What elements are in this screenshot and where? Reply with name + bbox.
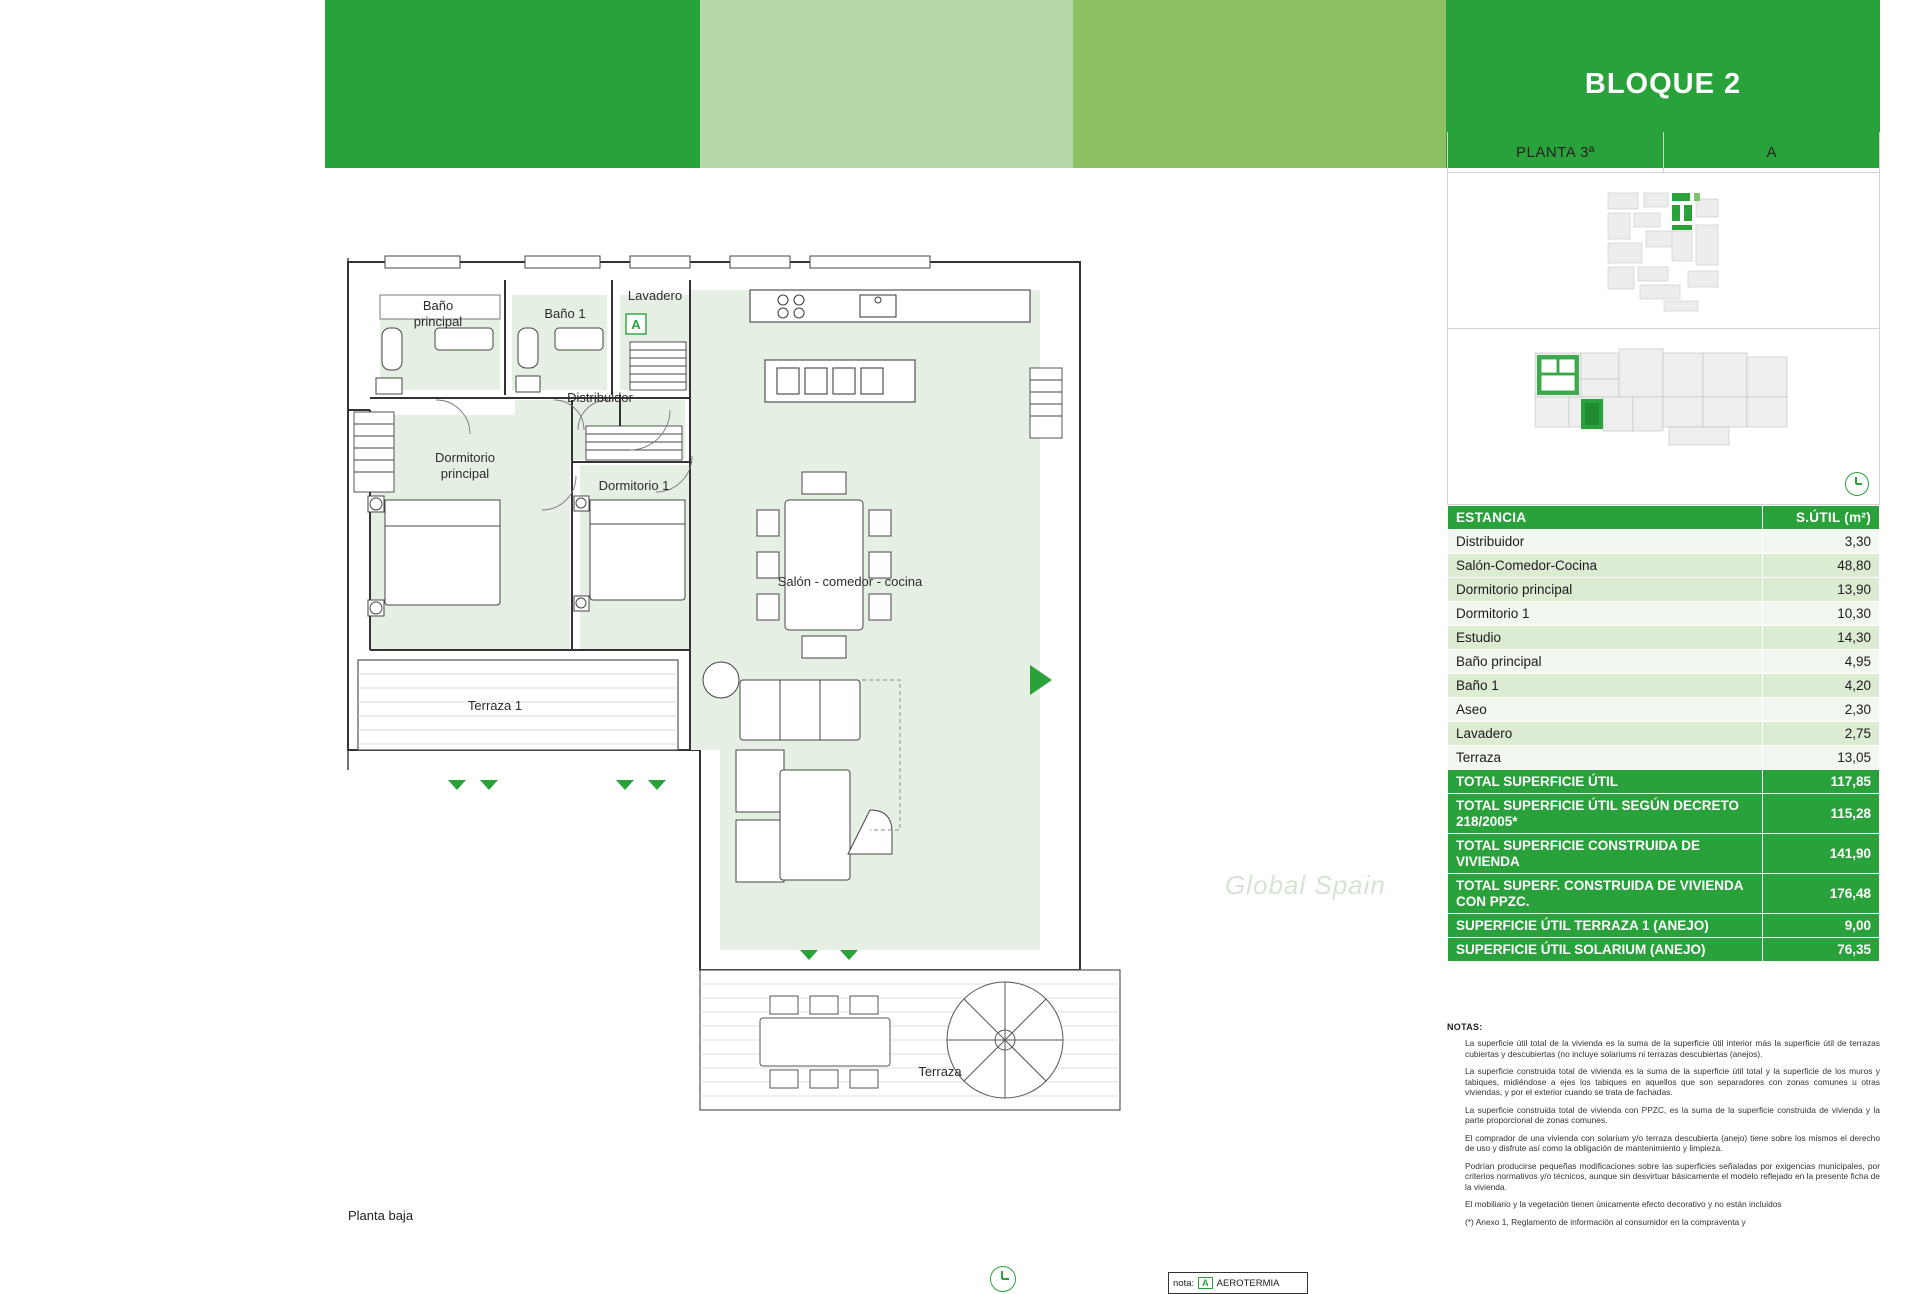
legend-aerotermia-text: AEROTERMIA	[1216, 1277, 1280, 1289]
unit-label: A	[1663, 132, 1879, 172]
room-name: Estudio	[1448, 626, 1763, 650]
room-name: Baño principal	[1448, 650, 1763, 674]
floor-keyplan-drawing	[1519, 339, 1809, 457]
info-column	[1447, 132, 1880, 962]
floor-plan-drawing	[340, 250, 1420, 1170]
total-value: 115,28	[1763, 794, 1880, 834]
total-label: TOTAL SUPERFICIE CONSTRUIDA DE VIVIENDA	[1448, 834, 1763, 874]
watermark: Global Spain	[1225, 870, 1386, 900]
room-name: Salón-Comedor-Cocina	[1448, 554, 1763, 578]
table-row	[1448, 722, 1880, 746]
col-area: S.ÚTIL (m²)	[1763, 506, 1880, 530]
total-label: SUPERFICIE ÚTIL SOLARIUM (ANEJO)	[1448, 938, 1763, 962]
total-value: 141,90	[1763, 834, 1880, 874]
banner-band-2	[700, 0, 1073, 168]
total-label: SUPERFICIE ÚTIL TERRAZA 1 (ANEJO)	[1448, 914, 1763, 938]
total-row	[1448, 874, 1880, 914]
note-item: (*) Anexo 1, Reglamento de información al consumidor en la compraventa y	[1465, 1216, 1746, 1227]
room-name: Dormitorio 1	[1448, 602, 1763, 626]
room-label-terraza: Terraza	[918, 1064, 962, 1079]
total-row	[1448, 770, 1880, 794]
table-row	[1448, 578, 1880, 602]
room-label-bano-1: Baño 1	[544, 306, 586, 321]
total-value: 9,00	[1763, 914, 1880, 938]
room-area: 4,95	[1763, 650, 1880, 674]
room-name: Lavadero	[1448, 722, 1763, 746]
table-row	[1448, 530, 1880, 554]
svg-text:A: A	[631, 317, 641, 332]
room-label-lavadero: Lavadero	[627, 288, 683, 303]
table-row	[1448, 746, 1880, 770]
total-row	[1448, 914, 1880, 938]
areas-table	[1447, 505, 1880, 962]
total-label: TOTAL SUPERFICIE ÚTIL SEGÚN DECRETO 218/2005*	[1448, 794, 1763, 834]
room-label-dormitorio-principal: Dormitorio	[435, 450, 495, 465]
room-area: 14,30	[1763, 626, 1880, 650]
table-row	[1448, 602, 1880, 626]
total-row	[1448, 834, 1880, 874]
notes-block	[1447, 1022, 1880, 1234]
total-label: TOTAL SUPERFICIE ÚTIL	[1448, 770, 1763, 794]
note-item: La superficie construida total de vivienda con PPZC, es la suma de la superficie construida de vivienda y la parte proporcional de zonas comunes.	[1465, 1104, 1880, 1126]
room-area: 48,80	[1763, 554, 1880, 578]
room-label-distribuidor: Distribuidor	[567, 390, 633, 405]
room-name: Aseo	[1448, 698, 1763, 722]
col-room: ESTANCIA	[1448, 506, 1763, 530]
total-row	[1448, 938, 1880, 962]
block-title: BLOQUE 2	[1584, 67, 1742, 100]
floor-plan	[340, 250, 1420, 1170]
areas-table-header	[1448, 506, 1880, 530]
room-area: 2,30	[1763, 698, 1880, 722]
room-label-bano-principal: Baño	[422, 298, 454, 313]
site-keyplan-drawing	[1604, 185, 1724, 315]
total-value: 176,48	[1763, 874, 1880, 914]
room-label-salon: Salón - comedor - cocina	[777, 574, 923, 589]
note-item: La superficie útil total de la vivienda es la suma de la superficie útil interior más la superficie útil de terrazas cubiertas y descubiertas (no incluye solariums ni terrazas descubiertas (anejos).	[1465, 1038, 1880, 1059]
room-label-dormitorio-1: Dormitorio 1	[598, 478, 670, 493]
note-item: El mobiliario y la vegetación tienen únicamente efecto decorativo y no están incluidos	[1465, 1199, 1782, 1210]
table-row	[1448, 626, 1880, 650]
room-name: Distribuidor	[1448, 530, 1763, 554]
room-label-terraza-1: Terraza 1	[467, 698, 523, 713]
room-area: 3,30	[1763, 530, 1880, 554]
floor-unit-row	[1447, 132, 1880, 173]
note-item: La superficie construida total de vivienda es la suma de la superficie útil total y la superficie de los muros y tabiques, midiéndose a ejes los tabiques en aquellos que son separadores con zonas comunes u otras viviendas, y por el exterior cuando se trata de fachadas.	[1465, 1066, 1880, 1098]
table-row	[1448, 698, 1880, 722]
north-indicator-keyplan	[1845, 472, 1869, 496]
room-area: 4,20	[1763, 674, 1880, 698]
room-name: Baño 1	[1448, 674, 1763, 698]
room-area: 13,90	[1763, 578, 1880, 602]
banner-band-3	[1073, 0, 1446, 168]
floor-keyplan	[1447, 329, 1880, 505]
room-area: 10,30	[1763, 602, 1880, 626]
table-row	[1448, 554, 1880, 578]
table-row	[1448, 674, 1880, 698]
floor-label: PLANTA 3ª	[1516, 143, 1595, 161]
note-item: Podrían producirse pequeñas modificaciones sobre las superficies señaladas por exigencias municipales, por criterios normativos y/o técnicos, aunque sin desvirtuar básicamente el modelo reflejado en la presente ficha de la vivienda.	[1465, 1160, 1880, 1192]
svg-text:principal: principal	[440, 466, 490, 481]
room-name: Dormitorio principal	[1448, 578, 1763, 602]
total-label: TOTAL SUPERF. CONSTRUIDA DE VIVIENDA CON PPZC.	[1448, 874, 1763, 914]
aerotermia-marker	[626, 314, 646, 334]
svg-text:principal: principal	[413, 314, 463, 329]
table-row	[1448, 650, 1880, 674]
note-item: El comprador de una vivienda con solarium y/o terraza descubierta (anejo) tiene sobre los mismos el derecho de uso y disfrute así como la obligación de mantenimiento y limpieza.	[1465, 1132, 1880, 1154]
room-area: 2,75	[1763, 722, 1880, 746]
room-area: 13,05	[1763, 746, 1880, 770]
notes-title: NOTAS:	[1447, 1022, 1483, 1032]
north-indicator	[990, 1266, 1016, 1292]
total-value: 117,85	[1763, 770, 1880, 794]
banner-band-1	[325, 0, 700, 168]
total-value: 76,35	[1763, 938, 1880, 962]
legend-nota-label: nota:	[1173, 1277, 1195, 1289]
aerotermia-icon: A	[1198, 1277, 1213, 1289]
plan-caption: Planta baja	[348, 1208, 414, 1223]
site-keyplan	[1447, 173, 1880, 329]
room-name: Terraza	[1448, 746, 1763, 770]
total-row	[1448, 794, 1880, 834]
aerotermia-legend	[1168, 1272, 1308, 1294]
